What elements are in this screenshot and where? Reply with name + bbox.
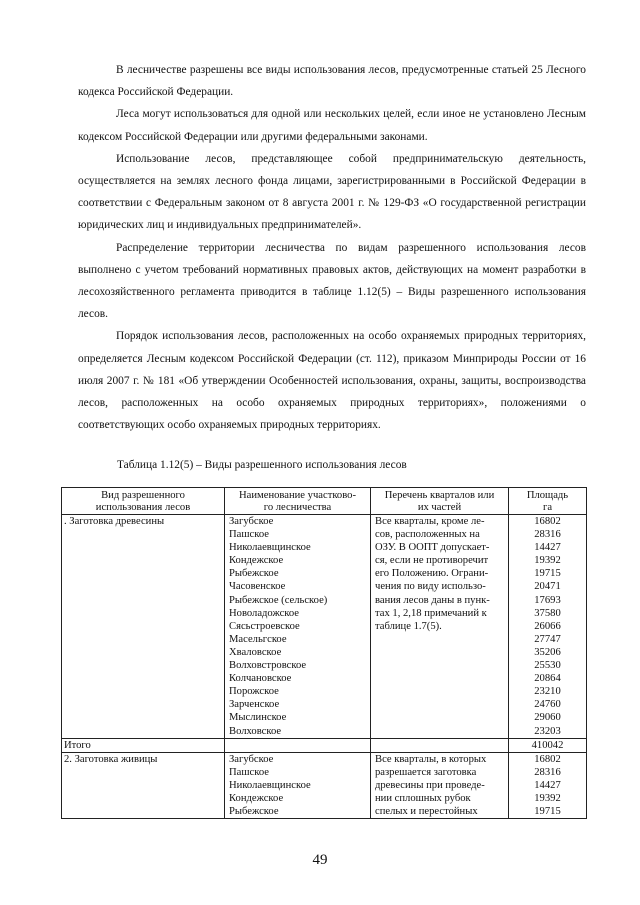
forestry-name: Пашское bbox=[229, 766, 269, 778]
forestry-name: Колчановское bbox=[229, 673, 292, 685]
area-value: 28316 bbox=[534, 529, 561, 541]
quarters-text-line: вания лесов даны в пунк- bbox=[375, 594, 490, 606]
forestry-name: Загубское bbox=[229, 516, 274, 527]
area-value: 17693 bbox=[534, 594, 561, 606]
table-caption: Таблица 1.12(5) – Виды разрешенного использования лесов bbox=[117, 459, 407, 471]
header-quarters: Перечень кварталов или их частей bbox=[371, 488, 509, 515]
quarters-text-line: тах 1, 2,18 примечаний к bbox=[375, 607, 487, 619]
forestry-name: Часовенское bbox=[229, 581, 286, 593]
forestry-name: Волховское bbox=[229, 725, 282, 737]
area-value: 20864 bbox=[534, 673, 561, 685]
header-forestry: Наименование участково- го лесничества bbox=[225, 488, 371, 515]
quarters-text-line: нии сплошных рубок bbox=[375, 792, 471, 804]
paragraph: Порядок использования лесов, расположенных на особо охраняемых природных территориях, определяется Лесным кодексом Российской Федерации (ст. 112), приказом Минприроды России от 16 июля 2007 г. № 181 «Об утверждении Особенностей использования, охраны, защиты, воспроизводства лесов, расположенных на особо охраняемых природных территориях», положениями о соответствующих особо охраняемых природных территориях. bbox=[78, 330, 586, 432]
forestry-name: Николаевщинское bbox=[229, 542, 311, 554]
forestry-name: Пашское bbox=[229, 529, 269, 541]
area-value: 16802 bbox=[534, 516, 561, 527]
area-value: 19715 bbox=[534, 568, 561, 580]
quarters-text-line: чения по виду использо- bbox=[375, 581, 486, 593]
forestry-name: Мыслинское bbox=[229, 712, 287, 724]
forestry-name: Сясьстроевское bbox=[229, 620, 300, 632]
quarters-text-line: спелых и перестойных bbox=[375, 806, 478, 818]
forestry-name: Рыбежское bbox=[229, 568, 279, 580]
forestry-name: Волховстровское bbox=[229, 660, 307, 672]
area-value: 26066 bbox=[534, 620, 561, 632]
body-text bbox=[78, 59, 586, 436]
total-label: Итого bbox=[62, 738, 225, 752]
table-row bbox=[62, 515, 587, 739]
area-list-cell bbox=[509, 515, 587, 739]
total-value: 410042 bbox=[509, 738, 587, 752]
header-area: Площадь га bbox=[509, 488, 587, 515]
area-value: 19392 bbox=[534, 792, 561, 804]
quarters-text-line: таблице 1.7(5). bbox=[375, 620, 442, 632]
paragraph: Леса могут использоваться для одной или нескольких целей, если иное не установлено Лесным кодексом Российской Федерации или другими федеральными законами. bbox=[78, 108, 586, 143]
forestry-list-cell bbox=[225, 515, 371, 739]
paragraph: В лесничестве разрешены все виды использования лесов, предусмотренные статьей 25 Лесного кодекса Российской Федерации. bbox=[78, 64, 586, 99]
area-value: 19392 bbox=[534, 555, 561, 567]
area-value: 35206 bbox=[534, 646, 561, 658]
header-use-type: Вид разрешенного использования лесов bbox=[62, 488, 225, 515]
forestry-name: Рыбежское bbox=[229, 806, 279, 818]
page-number: 49 bbox=[312, 852, 328, 868]
area-value: 27747 bbox=[534, 633, 561, 645]
quarters-text-line: его Положению. Ограни- bbox=[375, 568, 489, 580]
table-row bbox=[62, 752, 587, 818]
area-value: 25530 bbox=[534, 660, 561, 672]
forestry-name: Кондежское bbox=[229, 555, 284, 567]
quarters-text-line: Все кварталы, кроме ле- bbox=[375, 516, 485, 527]
forestry-name: Новоладожское bbox=[229, 607, 300, 619]
forestry-name: Масельгское bbox=[229, 633, 287, 645]
forestry-name: Кондежское bbox=[229, 792, 284, 804]
forestry-list-cell bbox=[225, 752, 371, 818]
use-type-cell: . Заготовка древесины bbox=[62, 515, 225, 739]
use-type-cell: 2. Заготовка живицы bbox=[62, 752, 225, 818]
total-row bbox=[62, 738, 587, 752]
quarters-text-line: Все кварталы, в которых bbox=[375, 753, 487, 765]
forestry-name: Зарченское bbox=[229, 699, 280, 711]
quarters-text-line: ОЗУ. В ООПТ допускает- bbox=[375, 542, 490, 554]
area-value: 28316 bbox=[534, 766, 561, 778]
area-value: 23203 bbox=[534, 725, 561, 737]
table-header-row bbox=[62, 488, 587, 515]
forestry-name: Порожское bbox=[229, 686, 279, 698]
forestry-name: Николаевщинское bbox=[229, 779, 311, 791]
quarters-text-line: древесины при проведе- bbox=[375, 779, 485, 791]
area-value: 20471 bbox=[534, 581, 561, 593]
quarters-text-line: сов, расположенных на bbox=[375, 529, 480, 541]
quarters-cell bbox=[371, 515, 509, 739]
paragraph: Использование лесов, представляющее собой предпринимательскую деятельность, осуществляется на землях лесного фонда лицами, зарегистрированными в Российской Федерации в соответствии с Федеральным законом от 8 августа 2001 г. № 129-ФЗ «О государственной регистрации юридических лиц и индивидуальных предпринимателей». bbox=[78, 152, 586, 232]
area-value: 14427 bbox=[534, 542, 561, 554]
area-value: 14427 bbox=[534, 779, 561, 791]
quarters-cell bbox=[371, 752, 509, 818]
area-value: 23210 bbox=[534, 686, 561, 698]
area-value: 19715 bbox=[534, 806, 561, 818]
forestry-name: Рыбежское (сельское) bbox=[229, 594, 328, 606]
area-value: 29060 bbox=[534, 712, 561, 724]
land-use-table bbox=[61, 487, 587, 819]
area-value: 24760 bbox=[534, 699, 561, 711]
area-list-cell bbox=[509, 752, 587, 818]
paragraph: Распределение территории лесничества по видам разрешенного использования лесов выполнено с учетом требований нормативных правовых актов, действующих на момент разработки в лесохозяйственного регламента приводится в таблице 1.12(5) – Виды разрешенного использования лесов. bbox=[78, 241, 586, 321]
forestry-name: Хваловское bbox=[229, 646, 282, 658]
quarters-text-line: ся, если не противоречит bbox=[375, 555, 489, 567]
quarters-text-line: разрешается заготовка bbox=[375, 766, 477, 778]
area-value: 37580 bbox=[534, 607, 561, 619]
forestry-name: Загубское bbox=[229, 753, 274, 765]
area-value: 16802 bbox=[534, 753, 561, 765]
